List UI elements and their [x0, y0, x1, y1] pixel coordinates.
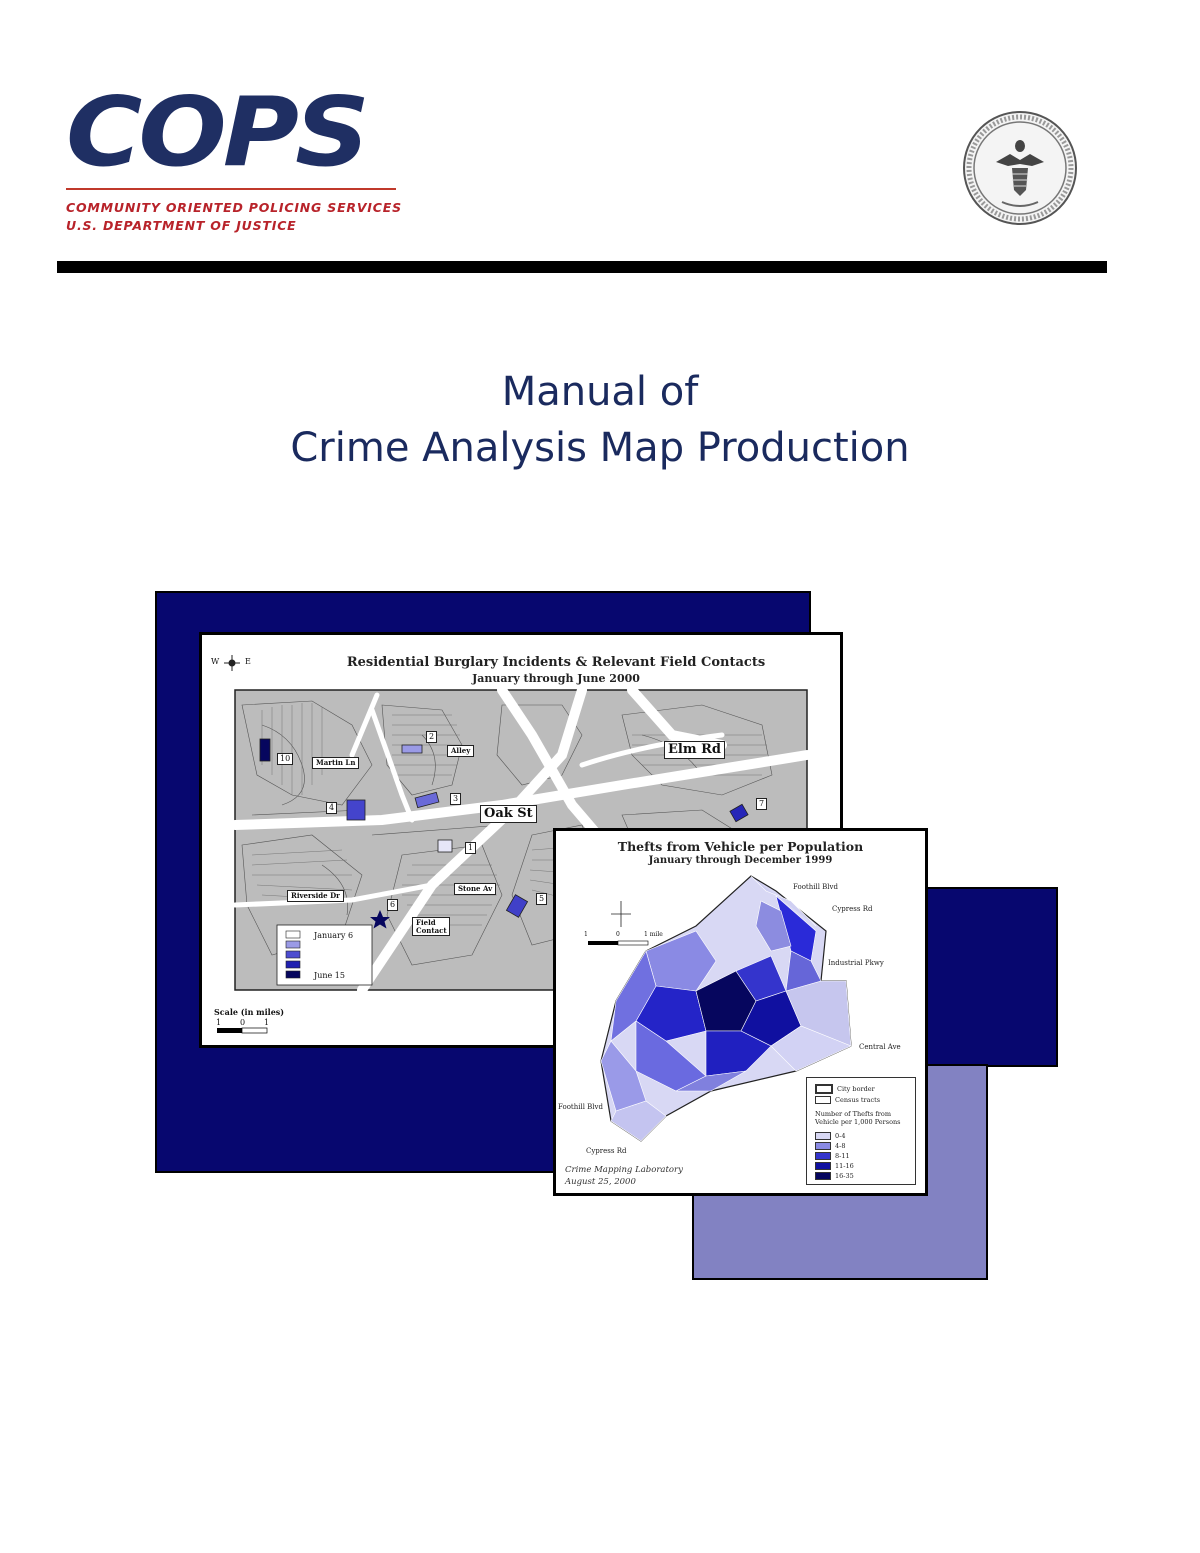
legend-swatch: [815, 1172, 831, 1180]
legend-first-date: January 6: [314, 931, 354, 940]
legend-city-border: [815, 1084, 875, 1094]
legend-class: [815, 1152, 850, 1160]
thefts-map-subtitle: January through December 1999: [648, 855, 833, 866]
burglary-map-title: Residential Burglary Incidents & Relevant Field Contacts: [346, 655, 766, 670]
street-label-elm: Elm Rd: [664, 741, 725, 759]
logo-tagline: COMMUNITY ORIENTED POLICING SERVICES: [66, 200, 402, 215]
legend-heading: Number of Thefts from Vehicle per 1,000 Persons: [815, 1110, 901, 1126]
legend-census-tracts: [815, 1096, 880, 1104]
title-line-1: Manual of: [501, 369, 699, 415]
incident-label: 3: [450, 793, 461, 805]
document-title: [200, 364, 1000, 476]
incident-label: 6: [387, 899, 398, 911]
thefts-map-title: Thefts from Vehicle per Population: [617, 839, 864, 854]
legend-swatch: [815, 1096, 831, 1104]
legend-class: [815, 1132, 845, 1140]
street-label-central: Central Ave: [859, 1043, 901, 1051]
legend-swatch: [815, 1142, 831, 1150]
map-credit-date: August 25, 2000: [565, 1177, 636, 1187]
street-label-foothill-west: Foothill Blvd: [558, 1103, 603, 1111]
header-divider: [57, 261, 1107, 273]
compass-e: E: [245, 657, 251, 666]
legend-last-date: June 15: [314, 971, 345, 980]
legend-swatch: [815, 1132, 831, 1140]
legend-label: 8-11: [835, 1152, 850, 1160]
incident-label: 4: [326, 802, 337, 814]
legend-label: 4-8: [835, 1142, 846, 1150]
legend-label: City border: [837, 1085, 875, 1093]
incident-label: 5: [536, 893, 547, 905]
map2-scale-tick: 0: [616, 931, 620, 938]
street-label-cypress-south: Cypress Rd: [586, 1147, 627, 1155]
street-label-riverside: Riverside Dr: [287, 890, 344, 902]
legend-swatch: [815, 1162, 831, 1170]
field-contact-label: Field Contact: [412, 917, 450, 936]
street-label-foothill: Foothill Blvd: [793, 883, 838, 891]
title-line-2: Crime Analysis Map Production: [290, 425, 910, 471]
map2-scale-tick: 1: [584, 931, 588, 938]
street-label-martin: Martin Ln: [312, 757, 359, 769]
burglary-map-subtitle: January through June 2000: [472, 672, 640, 685]
street-label-stone: Stone Av: [454, 883, 496, 895]
street-label-oak: Oak St: [480, 805, 537, 823]
logo-department: U.S. DEPARTMENT OF JUSTICE: [66, 218, 297, 233]
scale-label: Scale (in miles): [214, 1007, 285, 1017]
thefts-map: [553, 828, 928, 1196]
legend-class: [815, 1142, 845, 1150]
legend-swatch: [815, 1152, 831, 1160]
legend-label: 0-4: [835, 1132, 846, 1140]
map-credit: Crime Mapping Laboratory: [565, 1165, 683, 1175]
incident-label: 1: [465, 842, 476, 854]
scale-tick: 1: [216, 1018, 222, 1027]
scale-tick: 1: [264, 1018, 270, 1027]
legend-class: [815, 1172, 854, 1180]
legend-label: Census tracts: [835, 1096, 881, 1104]
logo-rule: [66, 188, 396, 190]
street-label-alley: Alley: [447, 745, 474, 757]
compass-w: W: [211, 657, 220, 666]
street-label-industrial: Industrial Pkwy: [828, 959, 884, 967]
decorative-block-navy-right: [924, 887, 1058, 1067]
thefts-map-legend: [806, 1077, 916, 1185]
incident-label: 2: [426, 731, 437, 743]
legend-label: 16-35: [835, 1172, 854, 1180]
scale-tick: 0: [240, 1018, 246, 1027]
legend-class: [815, 1162, 854, 1170]
cops-logo: [66, 75, 416, 244]
doj-seal-icon: [962, 110, 1078, 226]
map2-scale-tick: 1 mile: [644, 931, 663, 938]
street-label-cypress: Cypress Rd: [832, 905, 873, 913]
legend-label: 11-16: [835, 1162, 854, 1170]
incident-label: 10: [277, 753, 293, 765]
cops-wordmark: COPS: [66, 75, 366, 188]
incident-label: 7: [756, 798, 767, 810]
legend-swatch: [815, 1084, 833, 1094]
